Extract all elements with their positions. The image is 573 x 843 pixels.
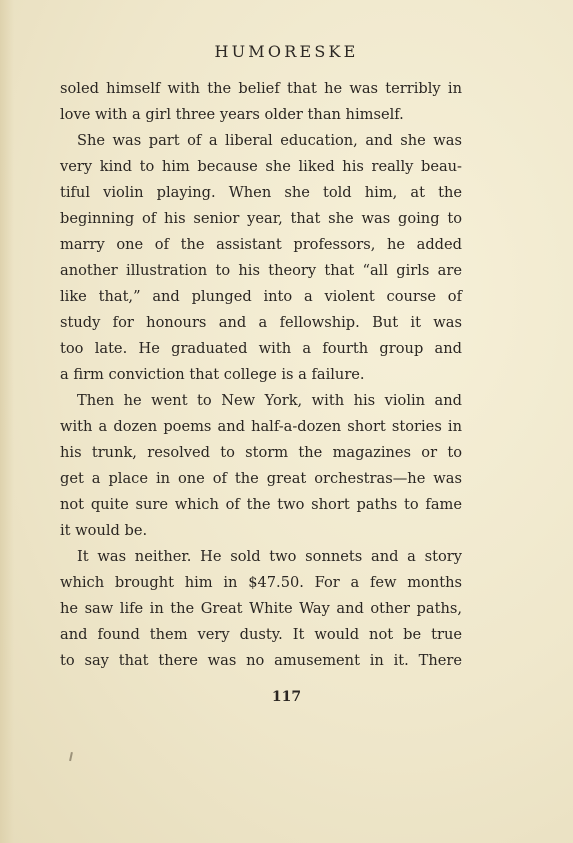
- text-line: love with a girl three years older than himself.: [60, 106, 404, 123]
- text-line: get a place in one of the great orchestras—he was: [60, 470, 462, 487]
- running-head: HUMORESKE: [214, 42, 359, 61]
- text-line: too late. He graduated with a fourth group and: [60, 340, 462, 357]
- text-line: marry one of the assistant professors, he added: [60, 236, 462, 253]
- text-line: Then he went to New York, with his violin and: [77, 392, 462, 409]
- body-text: [60, 76, 462, 674]
- text-line: which brought him in $47.50. For a few months: [60, 574, 462, 591]
- text-line: a firm conviction that college is a failure.: [60, 366, 365, 383]
- text-line: and found them very dusty. It would not be true: [60, 626, 462, 643]
- text-line: She was part of a liberal education, and she was: [77, 132, 462, 149]
- text-line: like that,” and plunged into a violent course of: [60, 288, 462, 305]
- text-line: It was neither. He sold two sonnets and a story: [77, 548, 462, 565]
- text-line: he saw life in the Great White Way and other paths,: [60, 600, 462, 617]
- text-line: soled himself with the belief that he was terribly in: [60, 80, 462, 97]
- text-line: with a dozen poems and half-a-dozen short stories in: [60, 418, 462, 435]
- text-line: beginning of his senior year, that she was going to: [60, 210, 462, 227]
- text-line: study for honours and a fellowship. But it was: [60, 314, 462, 331]
- text-line: another illustration to his theory that “all girls are: [60, 262, 462, 279]
- page-number: 117: [271, 689, 302, 705]
- page-gutter-shadow: [0, 0, 14, 843]
- text-line: it would be.: [60, 522, 148, 539]
- text-line: tiful violin playing. When she told him, at the: [60, 184, 462, 201]
- text-line: not quite sure which of the two short paths to fame: [60, 496, 462, 513]
- text-line: to say that there was no amusement in it. There: [60, 652, 462, 669]
- paper-speck: [69, 752, 72, 761]
- text-line: very kind to him because she liked his really beau-: [60, 158, 462, 175]
- text-line: his trunk, resolved to storm the magazines or to: [60, 444, 462, 461]
